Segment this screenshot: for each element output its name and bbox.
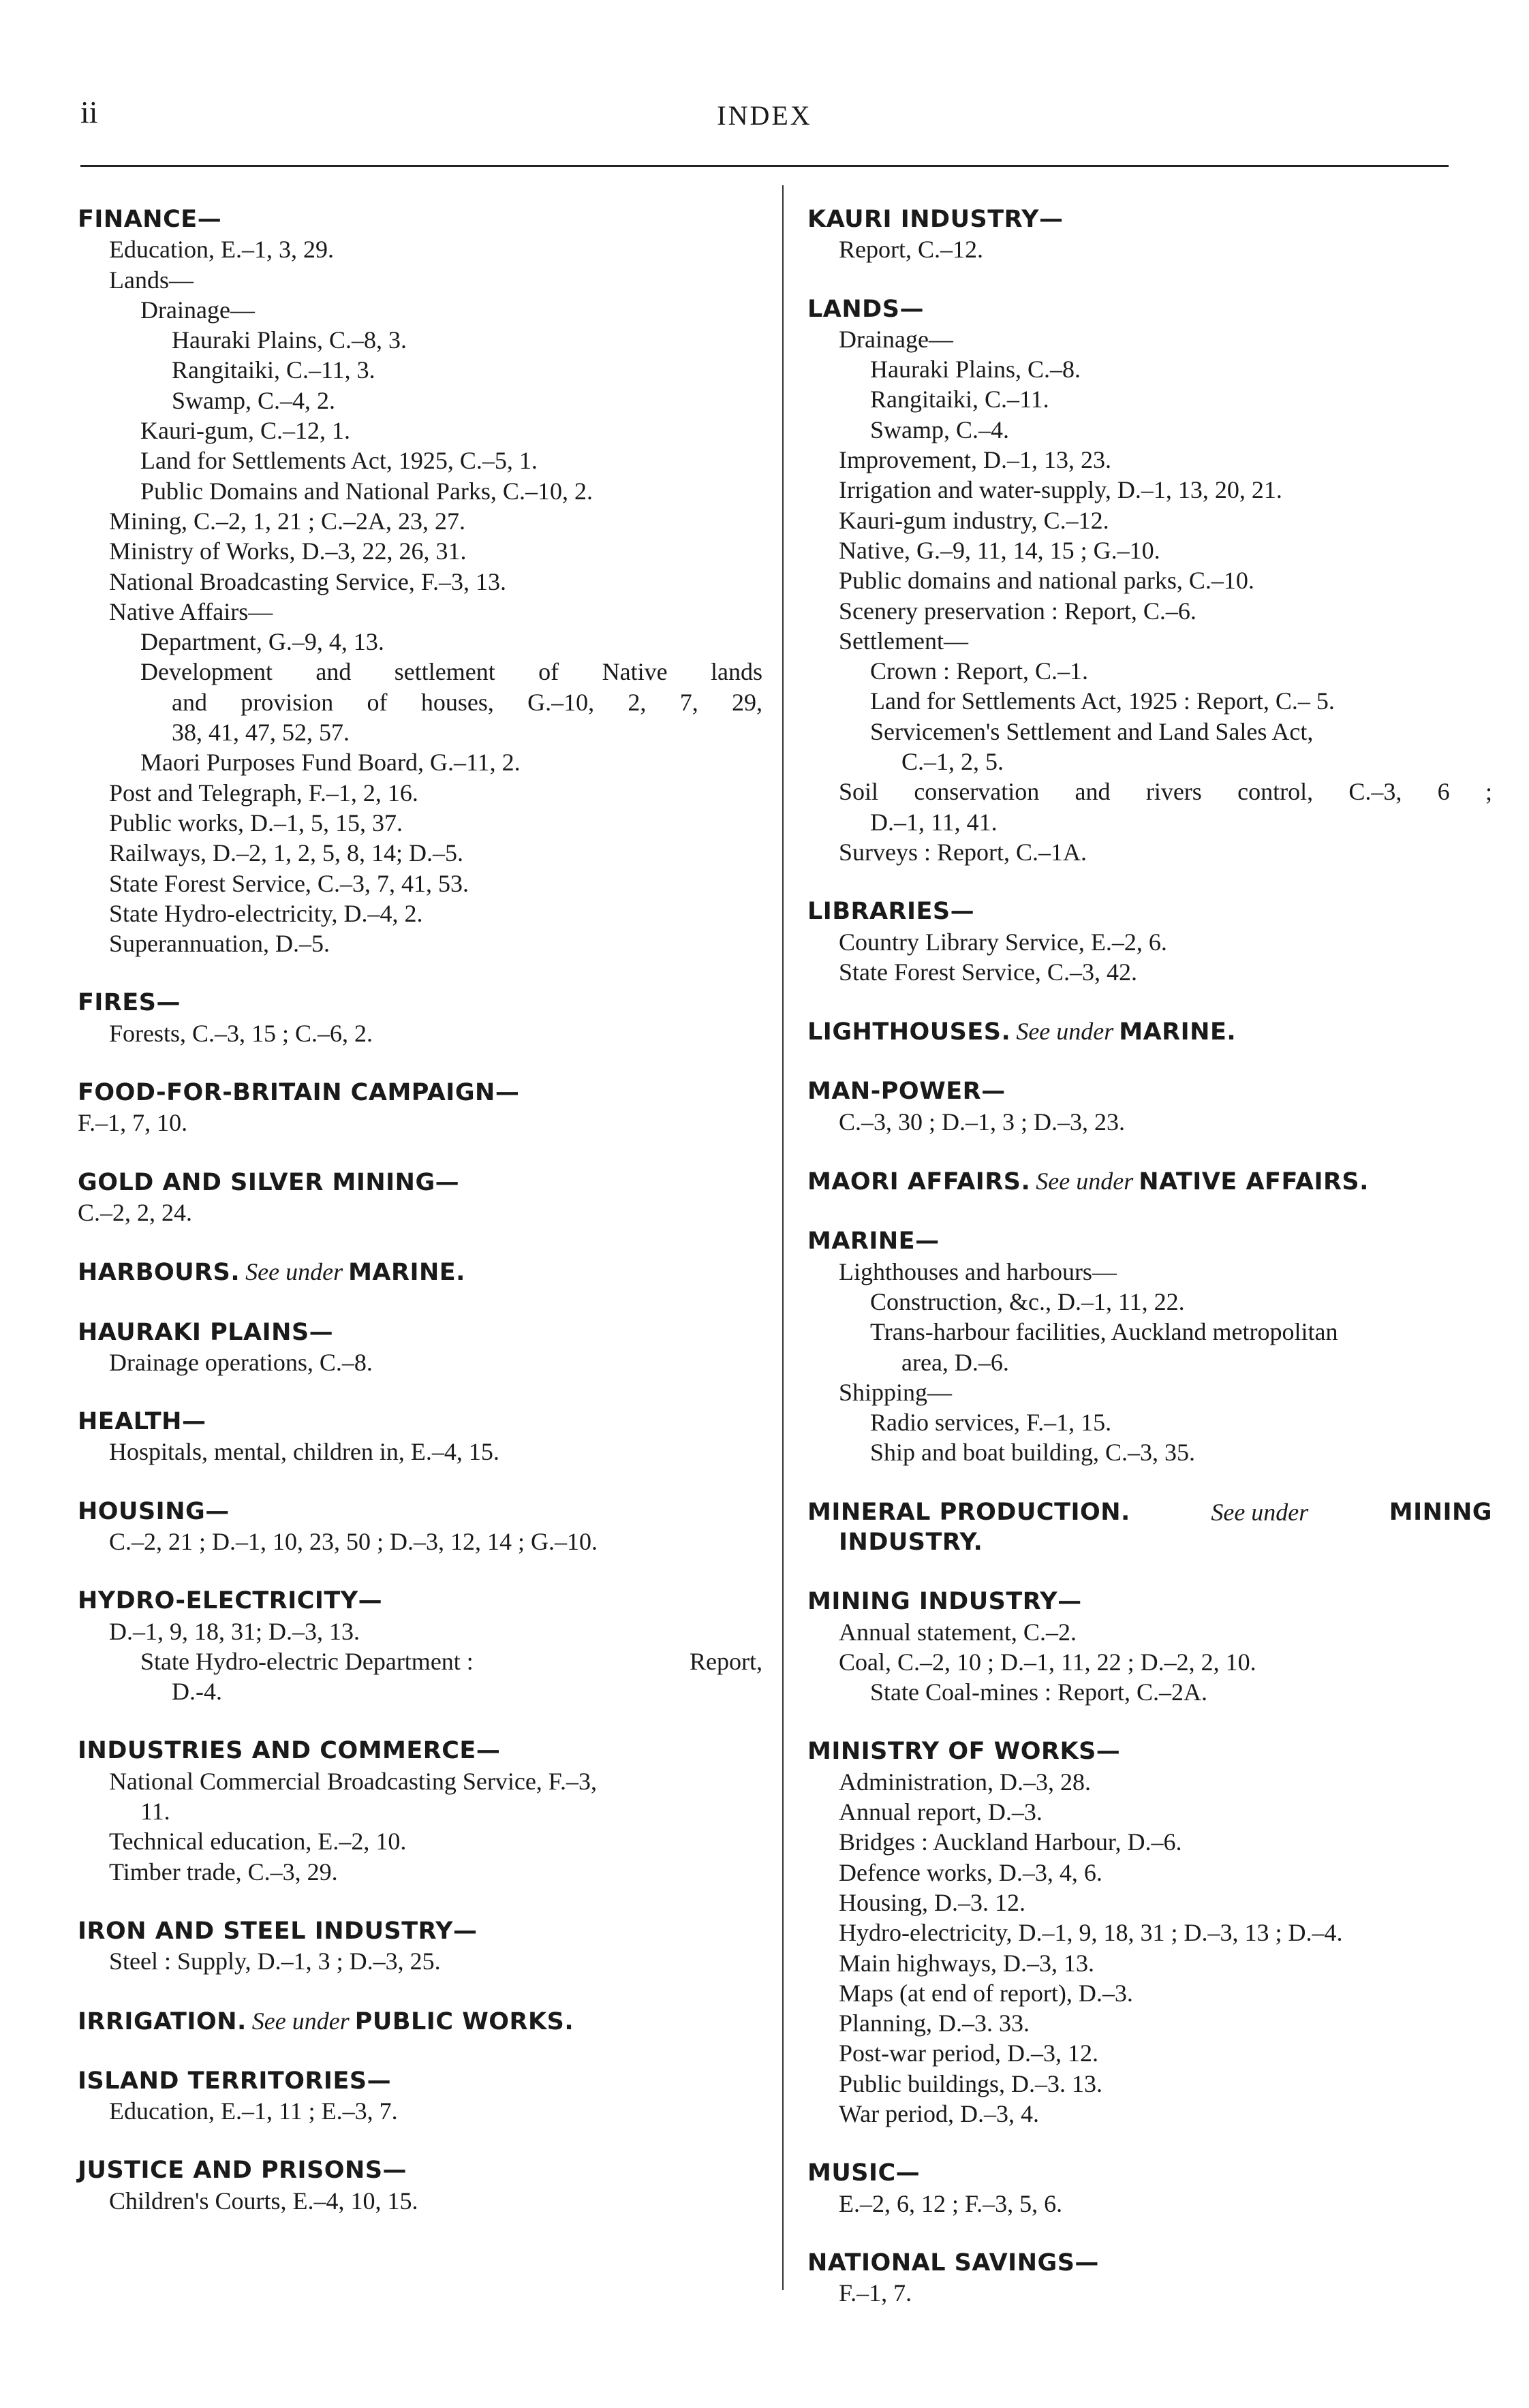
entry-line: Housing, D.–3. 12. <box>839 1888 1026 1916</box>
entry-line: Mining, C.–2, 1, 21 ; C.–2A, 23, 27. <box>109 507 466 535</box>
entry-text: State Hydro-electric Department : <box>140 1647 474 1675</box>
entry-heading: MAN-POWER— <box>807 1078 1006 1106</box>
entry-line: Coal, C.–2, 10 ; D.–1, 11, 22 ; D.–2, 2, 10. <box>839 1648 1256 1676</box>
entry-heading <box>78 2006 762 2037</box>
entry-line: Annual report, D.–3. <box>839 1798 1042 1826</box>
entry-line: Superannuation, D.–5. <box>109 930 330 958</box>
entry-line: Public domains and national parks, C.–10. <box>839 567 1254 595</box>
entry-line: area, D.–6. <box>901 1348 1009 1376</box>
entry-line: State Forest Service, C.–3, 42. <box>839 958 1137 986</box>
entry-line: Drainage— <box>140 296 255 324</box>
index-entry-justice-prisons <box>78 2155 762 2216</box>
entry-line: D.-4. <box>172 1678 222 1706</box>
cross-reference: MARINE. <box>348 1259 465 1287</box>
entry-line: Radio services, F.–1, 15. <box>870 1409 1112 1437</box>
entry-line: Annual statement, C.–2. <box>839 1618 1077 1646</box>
entry-line: Native, G.–9, 11, 14, 15 ; G.–10. <box>839 536 1160 564</box>
entry-line: Lands— <box>109 266 194 294</box>
heading-text: MAORI AFFAIRS. <box>807 1168 1031 1196</box>
see-under: See under <box>1036 1168 1134 1195</box>
page-number: ii <box>80 95 98 129</box>
entry-line: Hauraki Plains, C.–8, 3. <box>172 326 407 354</box>
entry-line: Kauri-gum industry, C.–12. <box>839 506 1109 534</box>
index-entry-lands <box>807 294 1492 868</box>
heading-text: LIGHTHOUSES. <box>807 1018 1011 1046</box>
index-entry-hauraki-plains <box>78 1317 762 1378</box>
entry-line: Kauri-gum, C.–12, 1. <box>140 417 350 445</box>
index-entry-mineral-production <box>807 1497 1492 1558</box>
entry-line: Railways, D.–2, 1, 2, 5, 8, 14; D.–5. <box>109 839 463 867</box>
entry-line: Education, E.–1, 3, 29. <box>109 236 334 264</box>
see-under: See under <box>1016 1018 1114 1046</box>
entry-heading: INDUSTRIES AND COMMERCE— <box>78 1737 501 1765</box>
cross-reference: NATIVE AFFAIRS. <box>1139 1168 1369 1196</box>
entry-line: Construction, &c., D.–1, 11, 22. <box>870 1287 1185 1315</box>
entry-line: Children's Courts, E.–4, 10, 15. <box>109 2187 418 2215</box>
entry-line: State Hydro-electricity, D.–4, 2. <box>109 899 423 927</box>
entry-line: E.–2, 6, 12 ; F.–3, 5, 6. <box>839 2189 1063 2217</box>
entry-line: Main highways, D.–3, 13. <box>839 1949 1094 1977</box>
entry-line: Drainage— <box>839 325 953 353</box>
entry-line: D.–1, 9, 18, 31; D.–3, 13. <box>109 1617 360 1645</box>
entry-heading <box>807 1166 1492 1197</box>
entry-line: 11. <box>140 1798 170 1826</box>
entry-line: Public buildings, D.–3. 13. <box>839 2069 1103 2097</box>
entry-line: Hydro-electricity, D.–1, 9, 18, 31 ; D.–3, 13 ; D.–4. <box>839 1919 1343 1947</box>
running-head: INDEX <box>717 100 812 131</box>
entry-line: Servicemen's Settlement and Land Sales Act, <box>870 717 1314 745</box>
left-column <box>78 204 762 2245</box>
entry-heading: KAURI INDUSTRY— <box>807 206 1064 233</box>
entry-heading: HEALTH— <box>78 1408 206 1436</box>
entry-heading: MUSIC— <box>807 2159 921 2187</box>
entry-line: Swamp, C.–4, 2. <box>172 386 336 414</box>
entry-line: Hauraki Plains, C.–8. <box>870 356 1081 384</box>
entry-heading <box>78 1257 762 1287</box>
see-under: See under <box>1211 1498 1309 1526</box>
entry-heading <box>807 1497 1492 1527</box>
see-under: See under <box>245 1258 343 1286</box>
entry-line: War period, D.–3, 4. <box>839 2100 1040 2128</box>
entry-line: 38, 41, 47, 52, 57. <box>172 719 350 747</box>
index-entry-iron-steel <box>78 1916 762 1977</box>
page-header <box>80 94 1449 142</box>
entry-heading: JUSTICE AND PRISONS— <box>78 2157 407 2185</box>
entry-line: Irrigation and water-supply, D.–1, 13, 20, 21. <box>839 476 1282 504</box>
entry-line: Post and Telegraph, F.–1, 2, 16. <box>109 779 418 807</box>
entry-line: Development and settlement of Native lands <box>140 658 762 686</box>
entry-heading: LANDS— <box>807 295 924 323</box>
entry-line: Scenery preservation : Report, C.–6. <box>839 597 1196 625</box>
entry-line: Trans-harbour facilities, Auckland metropolitan <box>870 1318 1338 1346</box>
entry-line: Improvement, D.–1, 13, 23. <box>839 446 1111 474</box>
entry-line: Education, E.–1, 11 ; E.–3, 7. <box>109 2097 398 2125</box>
entry-heading: HYDRO-ELECTRICITY— <box>78 1587 383 1615</box>
cross-reference: PUBLIC WORKS. <box>354 2007 574 2035</box>
entry-line: Planning, D.–3. 33. <box>839 2010 1030 2037</box>
index-entry-island-territories <box>78 2066 762 2127</box>
index-entry-mining-industry <box>807 1586 1492 1707</box>
index-entry-finance <box>78 204 762 958</box>
entry-line: Surveys : Report, C.–1A. <box>839 838 1087 866</box>
index-entry-maori-affairs <box>807 1166 1492 1197</box>
cross-reference: MARINE. <box>1119 1018 1237 1046</box>
entry-line: Hospitals, mental, children in, E.–4, 15. <box>109 1438 499 1466</box>
cross-reference: MINING <box>1389 1498 1492 1526</box>
column-separator <box>782 185 784 2290</box>
index-entry-marine <box>807 1226 1492 1467</box>
entry-line: Ship and boat building, C.–3, 35. <box>870 1439 1195 1467</box>
entry-heading: NATIONAL SAVINGS— <box>807 2249 1099 2277</box>
entry-line: Lighthouses and harbours— <box>839 1257 1117 1285</box>
entry-line: C.–1, 2, 5. <box>901 748 1004 776</box>
entry-line: Drainage operations, C.–8. <box>109 1348 373 1376</box>
cross-reference-continued: INDUSTRY. <box>839 1528 983 1556</box>
entry-line: F.–1, 7, 10. <box>78 1109 188 1137</box>
index-entry-kauri-industry <box>807 204 1492 265</box>
heading-text: MINERAL PRODUCTION. <box>807 1498 1130 1526</box>
index-entry-national-savings <box>807 2248 1492 2309</box>
entry-line: Settlement— <box>839 627 968 655</box>
entry-heading <box>807 1016 1492 1047</box>
entry-line: Defence works, D.–3, 4, 6. <box>839 1858 1102 1886</box>
index-entry-industries-commerce <box>78 1736 762 1886</box>
header-rule <box>80 165 1449 167</box>
entry-line: Maori Purposes Fund Board, G.–11, 2. <box>140 749 521 777</box>
entry-heading: FOOD-FOR-BRITAIN CAMPAIGN— <box>78 1079 520 1107</box>
entry-line: National Broadcasting Service, F.–3, 13. <box>109 567 506 595</box>
entry-line: Public works, D.–1, 5, 15, 37. <box>109 809 403 836</box>
index-entry-irrigation <box>78 2006 762 2037</box>
entry-line: Technical education, E.–2, 10. <box>109 1828 407 1856</box>
entry-heading: GOLD AND SILVER MINING— <box>78 1168 460 1196</box>
index-entry-gold-silver-mining <box>78 1168 762 1228</box>
index-entry-harbours <box>78 1257 762 1287</box>
entry-line: Administration, D.–3, 28. <box>839 1768 1091 1796</box>
index-entry-health <box>78 1407 762 1467</box>
entry-heading: LIBRARIES— <box>807 898 975 926</box>
see-under: See under <box>251 2007 350 2035</box>
entry-line: State Forest Service, C.–3, 7, 41, 53. <box>109 869 469 897</box>
entry-line: Land for Settlements Act, 1925 : Report, C.– 5. <box>870 687 1335 715</box>
index-entry-fires <box>78 988 762 1048</box>
entry-line: Steel : Supply, D.–1, 3 ; D.–3, 25. <box>109 1948 441 1975</box>
entry-line: Swamp, C.–4. <box>870 416 1010 443</box>
entry-text: Report, <box>690 1647 762 1675</box>
entry-line: Shipping— <box>839 1378 953 1406</box>
index-entry-man-power <box>807 1076 1492 1137</box>
entry-line <box>78 1646 762 1676</box>
entry-line: Country Library Service, E.–2, 6. <box>839 928 1167 956</box>
entry-line: Post-war period, D.–3, 12. <box>839 2039 1098 2067</box>
entry-heading: MARINE— <box>807 1228 940 1255</box>
entry-line: Forests, C.–3, 15 ; C.–6, 2. <box>109 1019 373 1047</box>
index-entry-food-for-britain <box>78 1078 762 1138</box>
entry-heading: FIRES— <box>78 989 181 1017</box>
entry-heading: HAURAKI PLAINS— <box>78 1318 334 1346</box>
entry-line: Timber trade, C.–3, 29. <box>109 1858 338 1886</box>
entry-line: Soil conservation and rivers control, C.–3, 6 ; <box>839 778 1492 806</box>
entry-line: National Commercial Broadcasting Service, F.–3, <box>109 1767 597 1795</box>
entry-heading: ISLAND TERRITORIES— <box>78 2067 392 2095</box>
heading-text: HARBOURS. <box>78 1259 241 1287</box>
right-column <box>807 204 1492 2338</box>
entry-line: C.–2, 2, 24. <box>78 1198 193 1226</box>
entry-line: Rangitaiki, C.–11, 3. <box>172 356 375 384</box>
entry-heading: MINING INDUSTRY— <box>807 1588 1082 1616</box>
entry-heading: MINISTRY OF WORKS— <box>807 1738 1121 1766</box>
entry-line: Crown : Report, C.–1. <box>870 657 1088 685</box>
index-entry-music <box>807 2158 1492 2219</box>
entry-line: Rangitaiki, C.–11. <box>870 386 1049 413</box>
entry-line: C.–3, 30 ; D.–1, 3 ; D.–3, 23. <box>839 1108 1126 1136</box>
index-entry-lighthouses <box>807 1016 1492 1047</box>
heading-text: IRRIGATION. <box>78 2007 247 2035</box>
entry-heading: IRON AND STEEL INDUSTRY— <box>78 1917 478 1945</box>
entry-line: and provision of houses, G.–10, 2, 7, 29, <box>172 688 762 716</box>
index-entry-hydro-electricity <box>78 1586 762 1706</box>
entry-line: C.–2, 21 ; D.–1, 10, 23, 50 ; D.–3, 12, 14 ; G.–10. <box>109 1527 598 1555</box>
entry-heading: HOUSING— <box>78 1497 230 1525</box>
entry-line: Maps (at end of report), D.–3. <box>839 1979 1133 2007</box>
entry-heading: FINANCE— <box>78 206 222 233</box>
entry-line: Public Domains and National Parks, C.–10, 2. <box>140 477 593 505</box>
index-entry-ministry-of-works <box>807 1736 1492 2129</box>
entry-line: D.–1, 11, 41. <box>870 808 998 836</box>
entry-line: State Coal-mines : Report, C.–2A. <box>870 1678 1207 1706</box>
entry-line: F.–1, 7. <box>839 2279 912 2307</box>
entry-line: Ministry of Works, D.–3, 22, 26, 31. <box>109 537 467 565</box>
entry-line: Department, G.–9, 4, 13. <box>140 628 384 656</box>
entry-line: Bridges : Auckland Harbour, D.–6. <box>839 1828 1182 1856</box>
entry-line: Report, C.–12. <box>839 236 983 264</box>
entry-line: Land for Settlements Act, 1925, C.–5, 1. <box>140 447 538 475</box>
entry-line: Native Affairs— <box>109 597 273 625</box>
index-entry-housing <box>78 1497 762 1557</box>
index-entry-libraries <box>807 896 1492 987</box>
